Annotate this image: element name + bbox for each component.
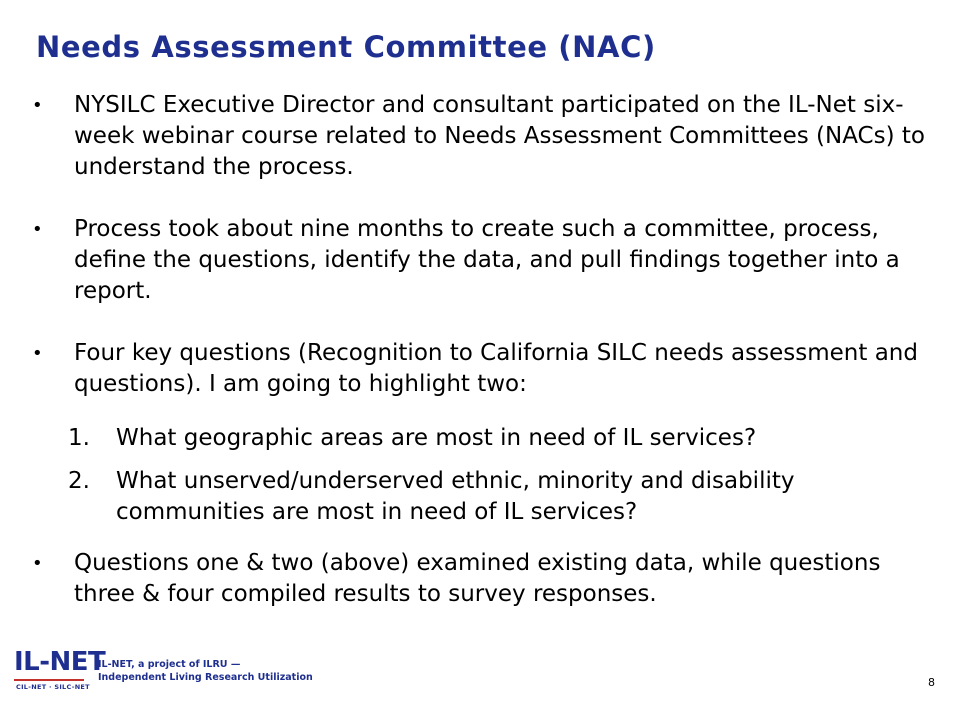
il-net-logo [14, 647, 314, 697]
bullet-text: Questions one & two (above) examined existing data, while questions three & four compiled results to survey responses. [74, 550, 881, 607]
bullet-item [32, 214, 944, 307]
bullet-item [32, 90, 944, 183]
numbered-text: What geographic areas are most in need of IL services? [116, 425, 757, 451]
bullet-text: NYSILC Executive Director and consultant participated on the IL-Net six-week webinar course related to Needs Assessment Committees (NACs) to understand the process. [74, 92, 925, 180]
numbered-item [68, 466, 946, 528]
bullet-item [32, 338, 944, 400]
number-marker: 1. [68, 425, 90, 451]
page-number: 8 [928, 676, 935, 689]
bullet-text: Four key questions (Recognition to California SILC needs assessment and questions). I am going to highlight two: [74, 340, 918, 397]
slide-title: Needs Assessment Committee (NAC) [36, 30, 656, 64]
bullet-icon: • [32, 95, 43, 116]
bullet-icon: • [32, 343, 43, 364]
logo-tagline-org: Independent Living Research Utilization [98, 672, 313, 683]
bullet-icon: • [32, 553, 43, 574]
logo-wordmark: IL-NET [14, 647, 106, 677]
numbered-item [68, 423, 946, 454]
number-marker: 2. [68, 468, 90, 494]
logo-tagline: IL-NET, a project of ILRU — [98, 659, 241, 670]
bullet-item [32, 548, 944, 610]
logo-divider [14, 679, 84, 681]
bullet-icon: • [32, 219, 43, 240]
bullet-text: Process took about nine months to create such a committee, process, define the questions, identify the data, and pull findings together into a report. [74, 216, 900, 304]
logo-subtext: CIL-NET · SILC-NET [16, 683, 90, 691]
numbered-text: What unserved/underserved ethnic, minority and disability communities are most in need of IL services? [116, 468, 795, 525]
